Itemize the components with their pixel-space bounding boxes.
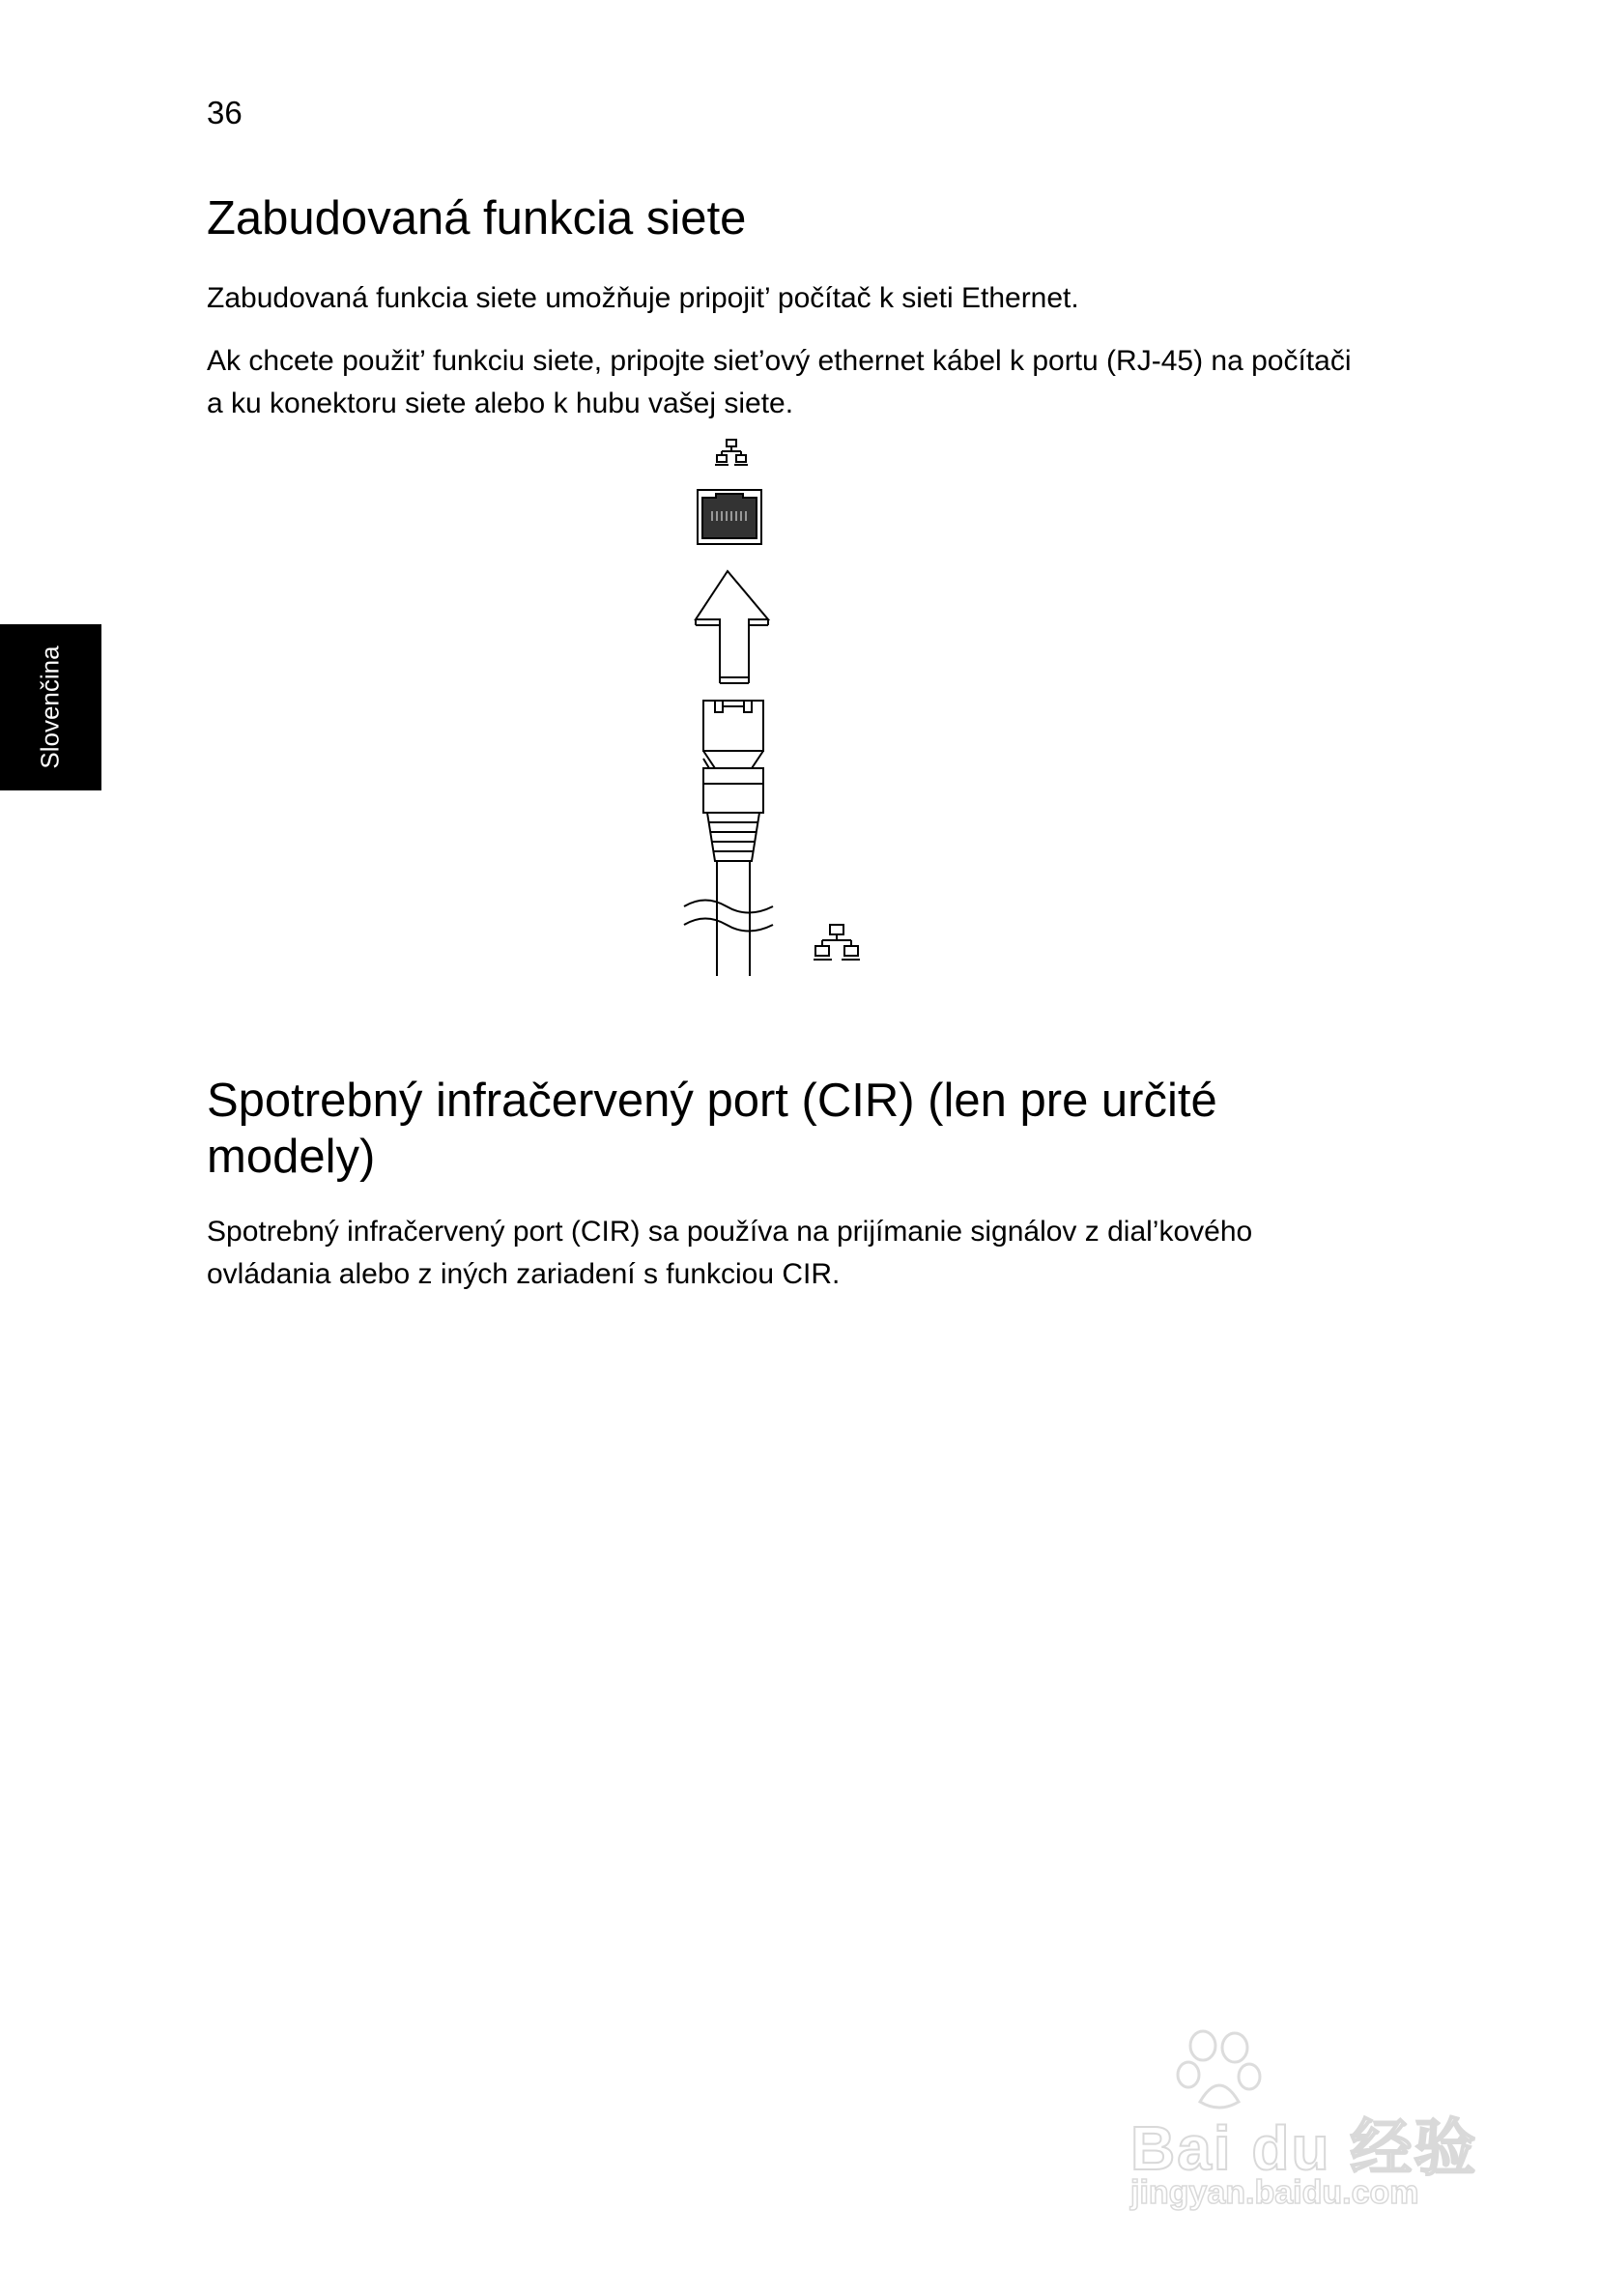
network-icon bbox=[715, 440, 748, 465]
ethernet-connection-illustration bbox=[667, 430, 899, 981]
network-icon bbox=[814, 925, 860, 960]
watermark-url-text: jingyan.baidu.com bbox=[1130, 2174, 1419, 2211]
arrow-up-icon bbox=[696, 571, 768, 683]
page-number: 36 bbox=[207, 95, 243, 130]
language-side-tab bbox=[0, 624, 101, 790]
section-title-network: Zabudovaná funkcia siete bbox=[207, 192, 747, 244]
watermark-logo-text: Bai du 经验 bbox=[1130, 2113, 1478, 2183]
cir-paragraph: Spotrebný infračervený port (CIR) sa používa na prijímanie signálov z dial’kového ovládania alebo z iných zariadení s funkciou CIR. bbox=[207, 1216, 1253, 1290]
network-intro-paragraph: Zabudovaná funkcia siete umožňuje pripojit’ počítač k sieti Ethernet. bbox=[207, 282, 1079, 314]
network-instructions-paragraph: Ak chcete použit’ funkciu siete, pripojte siet’ový ethernet kábel k portu (RJ-45) na počítači a ku konektoru siete alebo k hubu vašej siete. bbox=[207, 345, 1352, 419]
ethernet-plug-icon bbox=[684, 701, 773, 976]
rj45-port-icon bbox=[698, 490, 761, 544]
language-label: Slovenčina bbox=[35, 646, 65, 769]
section-title-cir: Spotrebný infračervený port (CIR) (len pre určité modely) bbox=[207, 1075, 1217, 1183]
